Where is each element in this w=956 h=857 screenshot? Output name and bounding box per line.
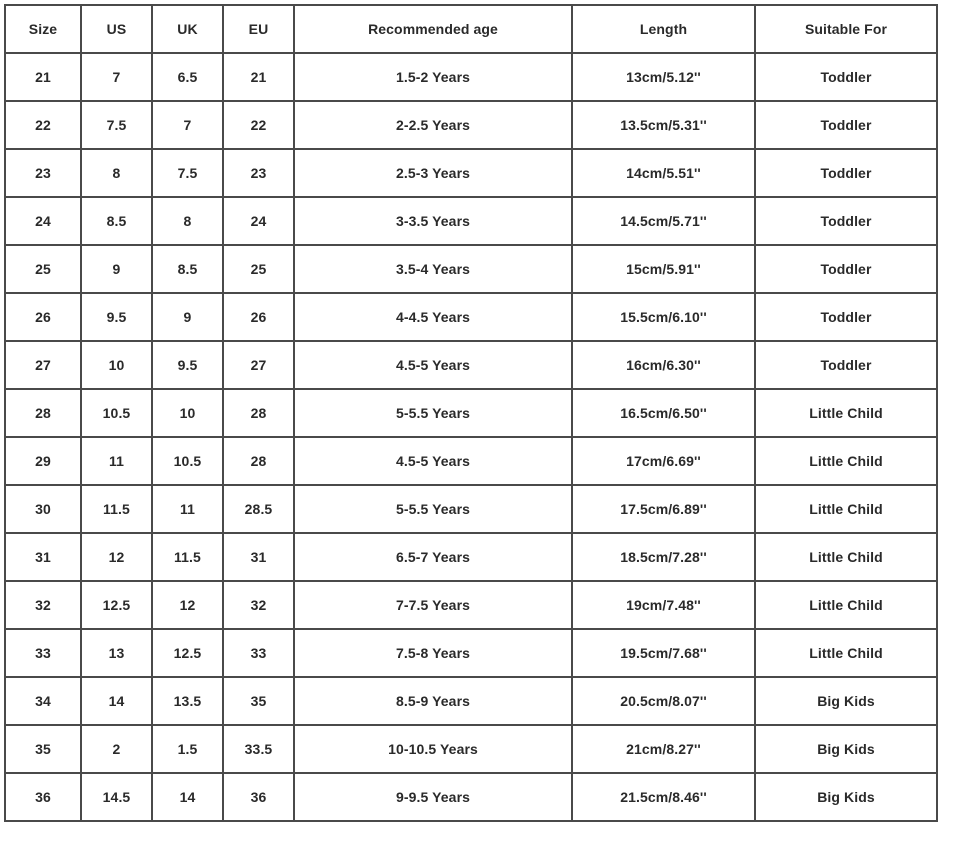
cell-size: 34 [5, 677, 81, 725]
cell-length: 15.5cm/6.10'' [572, 293, 755, 341]
cell-recommended-age: 3.5-4 Years [294, 245, 572, 293]
table-row [5, 485, 937, 533]
cell-uk: 10.5 [152, 437, 223, 485]
cell-uk: 8.5 [152, 245, 223, 293]
cell-suitable-for: Big Kids [755, 773, 937, 821]
cell-us: 12 [81, 533, 152, 581]
cell-length: 19.5cm/7.68'' [572, 629, 755, 677]
cell-recommended-age: 4.5-5 Years [294, 341, 572, 389]
cell-length: 17cm/6.69'' [572, 437, 755, 485]
cell-uk: 9 [152, 293, 223, 341]
cell-suitable-for: Little Child [755, 581, 937, 629]
table-row [5, 341, 937, 389]
cell-suitable-for: Toddler [755, 101, 937, 149]
cell-eu: 33 [223, 629, 294, 677]
cell-suitable-for: Little Child [755, 389, 937, 437]
cell-size: 27 [5, 341, 81, 389]
cell-uk: 9.5 [152, 341, 223, 389]
table-row [5, 581, 937, 629]
cell-recommended-age: 4.5-5 Years [294, 437, 572, 485]
cell-us: 11 [81, 437, 152, 485]
cell-uk: 1.5 [152, 725, 223, 773]
cell-recommended-age: 1.5-2 Years [294, 53, 572, 101]
cell-us: 7 [81, 53, 152, 101]
cell-uk: 14 [152, 773, 223, 821]
header-row [5, 5, 937, 53]
cell-eu: 27 [223, 341, 294, 389]
cell-eu: 36 [223, 773, 294, 821]
cell-size: 31 [5, 533, 81, 581]
cell-size: 26 [5, 293, 81, 341]
cell-us: 10.5 [81, 389, 152, 437]
cell-recommended-age: 5-5.5 Years [294, 485, 572, 533]
cell-length: 16.5cm/6.50'' [572, 389, 755, 437]
cell-eu: 35 [223, 677, 294, 725]
cell-recommended-age: 7.5-8 Years [294, 629, 572, 677]
table-row [5, 725, 937, 773]
cell-length: 21cm/8.27'' [572, 725, 755, 773]
cell-uk: 8 [152, 197, 223, 245]
cell-us: 8 [81, 149, 152, 197]
table-row [5, 389, 937, 437]
cell-suitable-for: Toddler [755, 341, 937, 389]
cell-eu: 25 [223, 245, 294, 293]
cell-eu: 31 [223, 533, 294, 581]
cell-eu: 32 [223, 581, 294, 629]
cell-recommended-age: 2-2.5 Years [294, 101, 572, 149]
cell-eu: 28 [223, 437, 294, 485]
cell-eu: 33.5 [223, 725, 294, 773]
header-length: Length [572, 5, 755, 53]
cell-length: 14.5cm/5.71'' [572, 197, 755, 245]
cell-suitable-for: Little Child [755, 533, 937, 581]
cell-size: 30 [5, 485, 81, 533]
header-uk: UK [152, 5, 223, 53]
header-recommended-age: Recommended age [294, 5, 572, 53]
cell-suitable-for: Little Child [755, 629, 937, 677]
header-suitable-for: Suitable For [755, 5, 937, 53]
cell-us: 13 [81, 629, 152, 677]
table-row [5, 293, 937, 341]
cell-size: 35 [5, 725, 81, 773]
cell-uk: 13.5 [152, 677, 223, 725]
table-row [5, 149, 937, 197]
cell-size: 29 [5, 437, 81, 485]
table-row [5, 629, 937, 677]
cell-eu: 26 [223, 293, 294, 341]
header-size: Size [5, 5, 81, 53]
cell-size: 36 [5, 773, 81, 821]
cell-us: 9 [81, 245, 152, 293]
cell-us: 9.5 [81, 293, 152, 341]
table-row [5, 245, 937, 293]
cell-recommended-age: 5-5.5 Years [294, 389, 572, 437]
cell-us: 10 [81, 341, 152, 389]
table-row [5, 533, 937, 581]
cell-suitable-for: Toddler [755, 149, 937, 197]
size-chart-header [5, 5, 937, 53]
cell-size: 28 [5, 389, 81, 437]
cell-length: 17.5cm/6.89'' [572, 485, 755, 533]
cell-us: 14.5 [81, 773, 152, 821]
cell-uk: 11.5 [152, 533, 223, 581]
cell-recommended-age: 10-10.5 Years [294, 725, 572, 773]
cell-length: 21.5cm/8.46'' [572, 773, 755, 821]
table-row [5, 197, 937, 245]
cell-size: 21 [5, 53, 81, 101]
cell-us: 7.5 [81, 101, 152, 149]
cell-length: 15cm/5.91'' [572, 245, 755, 293]
cell-recommended-age: 6.5-7 Years [294, 533, 572, 581]
size-chart-table [4, 4, 938, 822]
cell-recommended-age: 8.5-9 Years [294, 677, 572, 725]
cell-length: 20.5cm/8.07'' [572, 677, 755, 725]
cell-suitable-for: Toddler [755, 245, 937, 293]
cell-eu: 22 [223, 101, 294, 149]
cell-suitable-for: Toddler [755, 293, 937, 341]
cell-recommended-age: 9-9.5 Years [294, 773, 572, 821]
cell-size: 23 [5, 149, 81, 197]
cell-us: 12.5 [81, 581, 152, 629]
cell-uk: 12 [152, 581, 223, 629]
header-eu: EU [223, 5, 294, 53]
cell-uk: 7.5 [152, 149, 223, 197]
cell-suitable-for: Little Child [755, 437, 937, 485]
cell-recommended-age: 4-4.5 Years [294, 293, 572, 341]
cell-length: 19cm/7.48'' [572, 581, 755, 629]
cell-size: 24 [5, 197, 81, 245]
size-chart-body [5, 53, 937, 821]
header-us: US [81, 5, 152, 53]
cell-size: 33 [5, 629, 81, 677]
cell-eu: 24 [223, 197, 294, 245]
cell-suitable-for: Big Kids [755, 677, 937, 725]
cell-us: 8.5 [81, 197, 152, 245]
cell-suitable-for: Toddler [755, 197, 937, 245]
cell-length: 13.5cm/5.31'' [572, 101, 755, 149]
cell-suitable-for: Big Kids [755, 725, 937, 773]
table-row [5, 773, 937, 821]
cell-uk: 11 [152, 485, 223, 533]
cell-uk: 10 [152, 389, 223, 437]
table-row [5, 53, 937, 101]
cell-length: 14cm/5.51'' [572, 149, 755, 197]
cell-us: 11.5 [81, 485, 152, 533]
cell-suitable-for: Toddler [755, 53, 937, 101]
cell-uk: 6.5 [152, 53, 223, 101]
cell-size: 32 [5, 581, 81, 629]
cell-size: 25 [5, 245, 81, 293]
cell-length: 16cm/6.30'' [572, 341, 755, 389]
table-row [5, 677, 937, 725]
cell-length: 18.5cm/7.28'' [572, 533, 755, 581]
cell-us: 2 [81, 725, 152, 773]
cell-length: 13cm/5.12'' [572, 53, 755, 101]
cell-recommended-age: 2.5-3 Years [294, 149, 572, 197]
cell-suitable-for: Little Child [755, 485, 937, 533]
table-row [5, 437, 937, 485]
cell-uk: 12.5 [152, 629, 223, 677]
cell-eu: 28.5 [223, 485, 294, 533]
cell-uk: 7 [152, 101, 223, 149]
cell-recommended-age: 7-7.5 Years [294, 581, 572, 629]
cell-eu: 23 [223, 149, 294, 197]
cell-recommended-age: 3-3.5 Years [294, 197, 572, 245]
cell-size: 22 [5, 101, 81, 149]
cell-us: 14 [81, 677, 152, 725]
table-row [5, 101, 937, 149]
cell-eu: 28 [223, 389, 294, 437]
cell-eu: 21 [223, 53, 294, 101]
